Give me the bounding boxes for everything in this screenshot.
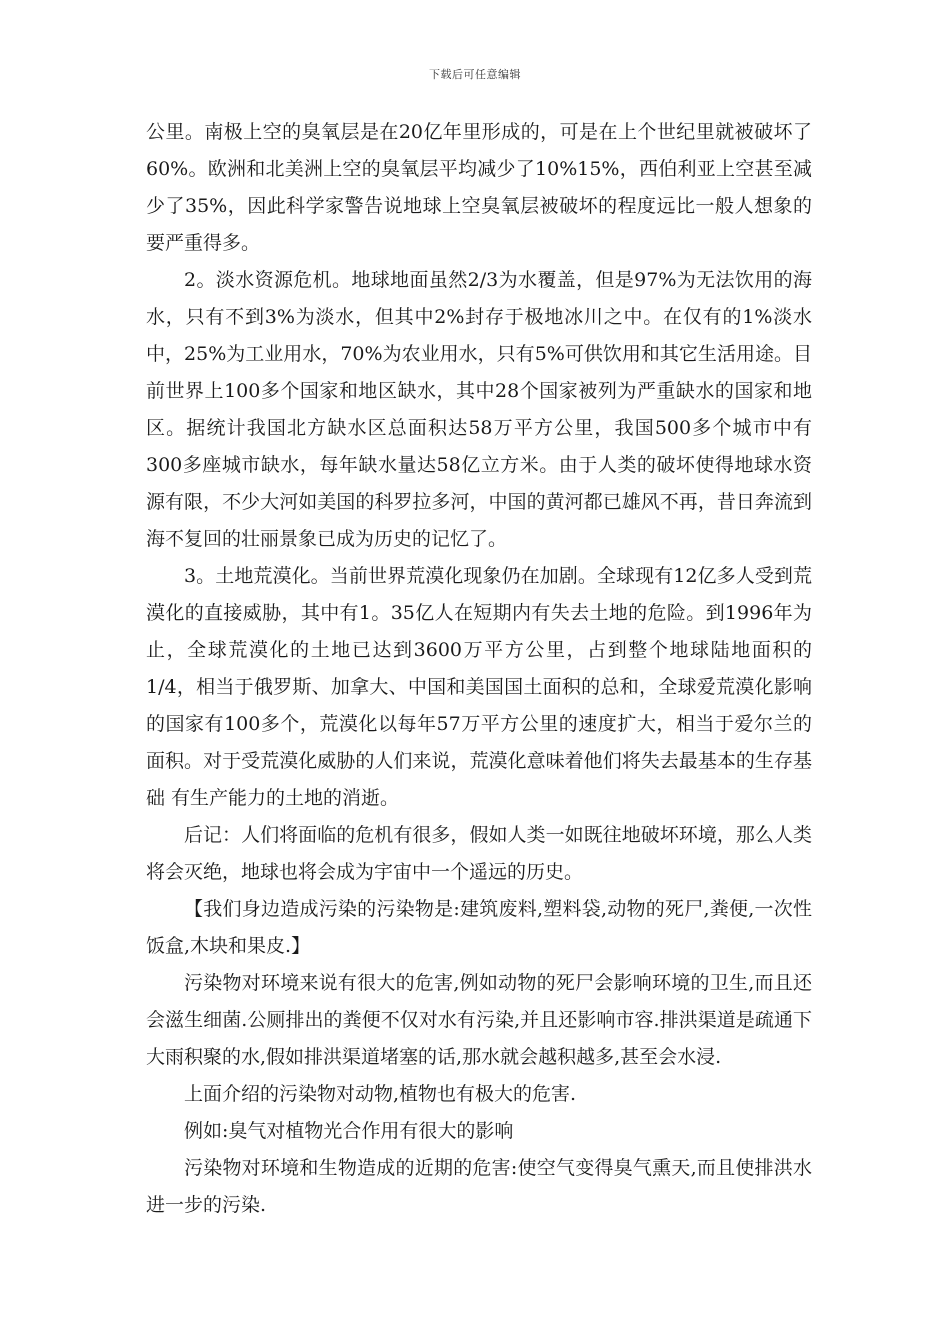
paragraph-desertification: 3。土地荒漠化。当前世界荒漠化现象仍在加剧。全球现有12亿多人受到荒漠化的直接威胁，其中有1。35亿人在短期内有失去土地的危险。到1996年为止，全球荒漠化的土地已达到3600万平方公里，占到整个地球陆地面积的1/4，相当于俄罗斯、加拿大、中国和美国国土面积的总和，全球爱荒漠化影响的国家有100多个，荒漠化以每年57万平方公里的速度扩大，相当于爱尔兰的面积。对于受荒漠化威胁的人们来说，荒漠化意味着他们将失去最基本的生存基础 有生产能力的土地的消逝。: [146, 565, 812, 809]
paragraph-freshwater-crisis: 2。淡水资源危机。地球地面虽然2/3为水覆盖，但是97%为无法饮用的海水，只有不到3%为淡水，但其中2%封存于极地冰川之中。在仅有的1%淡水中，25%为工业用水，70%为农业用水，只有5%可供饮用和其它生活用途。目前世界上100多个国家和地区缺水，其中28个国家被列为严重缺水的国家和地区。据统计我国北方缺水区总面积达58万平方公里，我国500多个城市中有300多座城市缺水，每年缺水量达58亿立方米。由于人类的破坏使得地球水资源有限，不少大河如美国的科罗拉多河，中国的黄河都已雄风不再，昔日奔流到海不复回的壮丽景象已成为历史的记忆了。: [146, 269, 812, 550]
page-header: 下载后可任意编辑: [429, 68, 521, 81]
document-body: [146, 114, 812, 1224]
paragraph-pollutants-list: 【我们身边造成污染的污染物是:建筑废料,塑料袋,动物的死尸,粪便,一次性饭盒,木块和果皮.】: [146, 898, 812, 957]
paragraph-pollutant-harm: 污染物对环境来说有很大的危害,例如动物的死尸会影响环境的卫生,而且还会滋生细菌.公厕排出的粪便不仅对水有污染,并且还影响市容.排洪渠道是疏通下大雨积聚的水,假如排洪渠道堵塞的话,那水就会越积越多,甚至会水浸.: [146, 972, 812, 1068]
paragraph-harm-to-plants-animals: 上面介绍的污染物对动物,植物也有极大的危害.: [184, 1083, 577, 1105]
paragraph-example: 例如:臭气对植物光合作用有很大的影响: [184, 1120, 514, 1142]
paragraph-near-term-harm: 污染物对环境和生物造成的近期的危害:使空气变得臭气熏天,而且使排洪水进一步的污染.: [146, 1157, 812, 1216]
paragraph-afterword: 后记：人们将面临的危机有很多，假如人类一如既往地破坏环境，那么人类将会灭绝，地球也将会成为宇宙中一个遥远的历史。: [146, 824, 812, 883]
paragraph-ozone-continued: 公里。南极上空的臭氧层是在20亿年里形成的，可是在上个世纪里就被破坏了60%。欧洲和北美洲上空的臭氧层平均减少了10%15%，西伯利亚上空甚至减少了35%，因此科学家警告说地球上空臭氧层被破坏的程度远比一般人想象的要严重得多。: [146, 121, 812, 254]
